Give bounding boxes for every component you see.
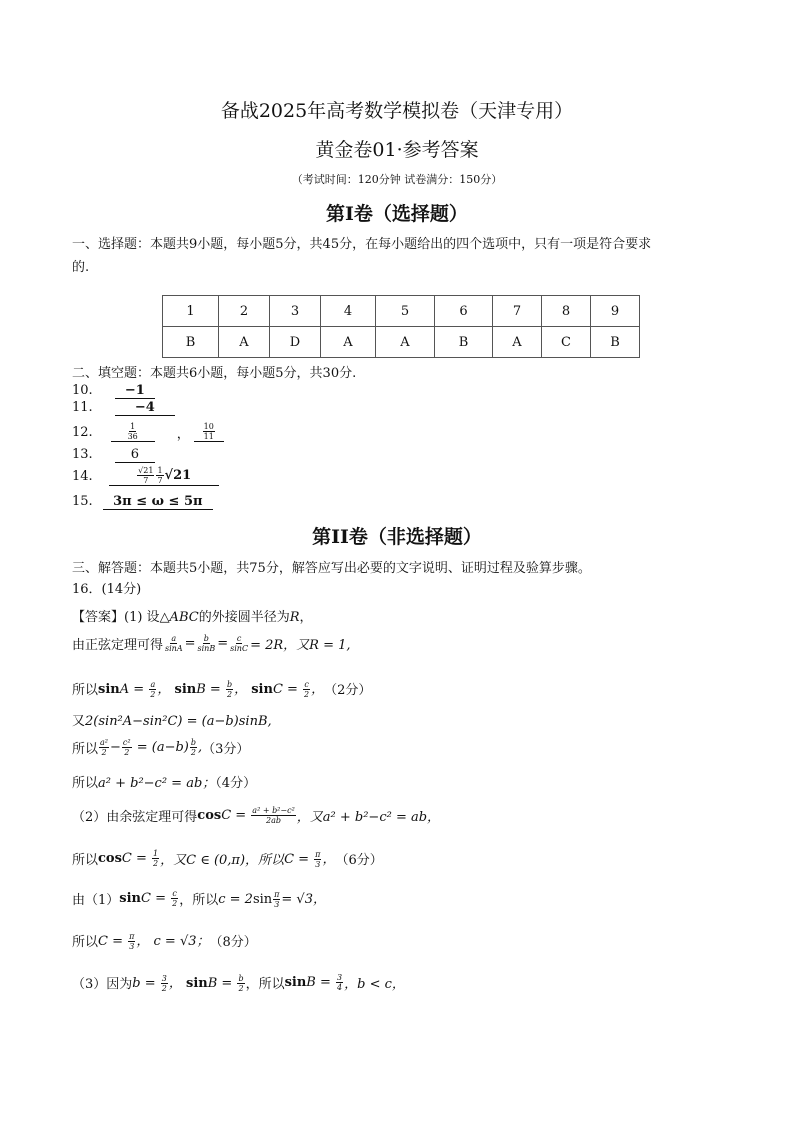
solution-line-2 (72, 634, 351, 653)
fraction (137, 466, 154, 485)
fill-answer-11 (72, 400, 175, 416)
fraction (156, 466, 163, 485)
exam-info: （考试时间：120分钟 试卷满分：150分） (291, 173, 503, 186)
fill-intro: 二、填空题：本题共6小题，每小题5分，共30分. (72, 366, 357, 381)
table-cell: 1 (163, 296, 219, 327)
fraction (203, 422, 215, 441)
math: C = $\frac{\pi}{3}$ ， c = √3； (98, 932, 210, 951)
math: C = $\frac{\pi}{3}$ ， (284, 850, 336, 869)
cosine-formula: cosC = $\frac{\text{a² + b²−c²}}{2ab}$ (197, 806, 295, 825)
solution-line-4 (72, 710, 272, 729)
table-cell: 5 (376, 296, 435, 327)
part1-heading: 第I卷（选择题） (326, 203, 468, 225)
text: 【答案】(1) 设 (72, 610, 160, 625)
table-cell: A (493, 327, 542, 358)
solution-line-10 (72, 930, 257, 951)
solution-line-5 (72, 738, 249, 757)
text: 所以 (72, 742, 99, 757)
text: ，所以 (245, 977, 285, 992)
table-cell: 8 (542, 296, 591, 327)
math: sinC = $\frac{c}{2}$ (119, 889, 178, 908)
table-cell: B (163, 327, 219, 358)
solution-line-11 (72, 972, 405, 993)
numerator: 10 (203, 422, 214, 431)
table-cell: 3 (270, 296, 321, 327)
math: ，又a² + b²−c² = ab， (296, 810, 441, 825)
part2-heading: 第II卷（非选择题） (312, 526, 482, 548)
math: c = 2sin $\frac{\pi}{3}$ = √3， (218, 890, 326, 909)
fill-answer-15 (72, 494, 213, 510)
question-number: 15. (72, 494, 93, 509)
table-cell: 9 (591, 296, 640, 327)
table-cell: A (376, 327, 435, 358)
text: 又 (72, 714, 86, 729)
solution-line-9 (72, 888, 326, 909)
math: 2(sin²A−sin²C) = (a−b)sinB, (85, 714, 272, 729)
document-title: 备战2025年高考数学模拟卷（天津专用） (220, 100, 574, 122)
table-cell: 4 (321, 296, 376, 327)
table-cell: C (542, 327, 591, 358)
math: ，又C ∈ (0,π)，所以 (160, 853, 285, 868)
text: 所以 (72, 683, 99, 698)
answer-value: 6 (115, 447, 155, 463)
denominator: 7 (143, 476, 149, 485)
math: cosC = $\frac{1}{2}$ (98, 849, 159, 868)
math: ，b < c， (344, 977, 405, 992)
solution-line-6 (72, 772, 256, 791)
table-cell: 2 (219, 296, 270, 327)
solution-line-8 (72, 848, 383, 869)
mc-intro-line2: 的. (72, 260, 90, 275)
mc-intro-line1: 一、选择题：本题共9小题，每小题5分，共45分，在每小题给出的四个选项中，只有一项是符合要求 (72, 237, 652, 252)
score-note: （6分） (335, 853, 383, 868)
math: = 2R，又R = 1, (250, 638, 351, 653)
answer-table-answers-row (163, 327, 640, 358)
text: 由正弦定理可得 (72, 638, 164, 653)
solution-line-3 (72, 678, 371, 699)
solution-line-1 (72, 606, 313, 625)
table-cell: 7 (493, 296, 542, 327)
document-subtitle: 黄金卷01·参考答案 (315, 139, 479, 161)
table-cell: 6 (435, 296, 493, 327)
equation: $\frac{\text{a²}}{2}$ − $\frac{\text{c²}}{2}$ = (a−b) $\frac{b}{2}$ , (100, 738, 203, 757)
separator: ， (176, 426, 190, 442)
score-note: （8分） (209, 935, 257, 950)
text: （2）由余弦定理可得 (72, 810, 198, 825)
math: R (289, 610, 300, 625)
table-cell: A (219, 327, 270, 358)
question-number: 13. (72, 447, 93, 462)
fill-answer-12 (72, 418, 224, 446)
text: 所以 (72, 935, 99, 950)
solve-intro: 三、解答题：本题共5小题，共75分，解答应写出必要的文字说明、证明过程及验算步骤。 (72, 561, 591, 576)
text: 所以 (72, 853, 99, 868)
fill-answer-14 (72, 463, 219, 489)
question-16-header: 16．(14分) (72, 582, 142, 597)
table-cell: B (591, 327, 640, 358)
text: ， (299, 610, 313, 625)
score-note: （4分） (215, 776, 257, 791)
numerator: 1 (157, 466, 163, 475)
numerator: 1 (130, 422, 136, 431)
score-note: （3分） (202, 742, 250, 757)
denominator: 11 (203, 432, 214, 441)
math: △ABC (159, 610, 199, 625)
fraction (127, 422, 139, 441)
table-cell: A (321, 327, 376, 358)
fill-answer-10 (72, 383, 155, 399)
question-number: 11. (72, 400, 93, 415)
math: b = $\frac{3}{2}$ ， sinB = $\frac{b}{2}$ (132, 974, 244, 993)
question-number: 14. (72, 468, 93, 484)
answer-value (194, 422, 224, 442)
solution-line-7 (72, 806, 440, 825)
sine-rule-formula: $\frac{a}{\sin A}$ = $\frac{b}{\sin B}$ = $\frac{c}{\sin C}$ (165, 634, 249, 653)
answer-value: −4 (115, 400, 175, 416)
text: ，所以 (179, 893, 219, 908)
math: a² + b²−c² = ab； (98, 776, 216, 791)
text: 由（1） (72, 893, 120, 908)
text: （3）因为 (72, 977, 133, 992)
answer-table (162, 295, 640, 358)
text: 的外接圆半径为 (198, 610, 290, 625)
sine-values: sinA = $\frac{a}{2}$ ， sinB = $\frac{b}{2}$ ， sinC = $\frac{c}{2}$ ， (98, 680, 325, 699)
answer-value: 3π ≤ ω ≤ 5π (103, 494, 213, 510)
question-number: 10. (72, 383, 93, 398)
text: 所以 (72, 776, 99, 791)
answer-value (109, 466, 219, 486)
radical: √21 (164, 468, 192, 483)
answer-table-numbers-row (163, 296, 640, 327)
denominator: 7 (157, 476, 163, 485)
math: sinB = $\frac{3}{4}$ (284, 973, 343, 992)
fill-answer-13 (72, 447, 155, 463)
table-cell: B (435, 327, 493, 358)
denominator: 36 (127, 432, 138, 441)
score-note: （2分） (324, 683, 372, 698)
question-number: 12. (72, 424, 93, 440)
numerator: √21 (138, 466, 154, 475)
table-cell: D (270, 327, 321, 358)
answer-value: −1 (115, 383, 155, 399)
answer-value (111, 422, 155, 442)
